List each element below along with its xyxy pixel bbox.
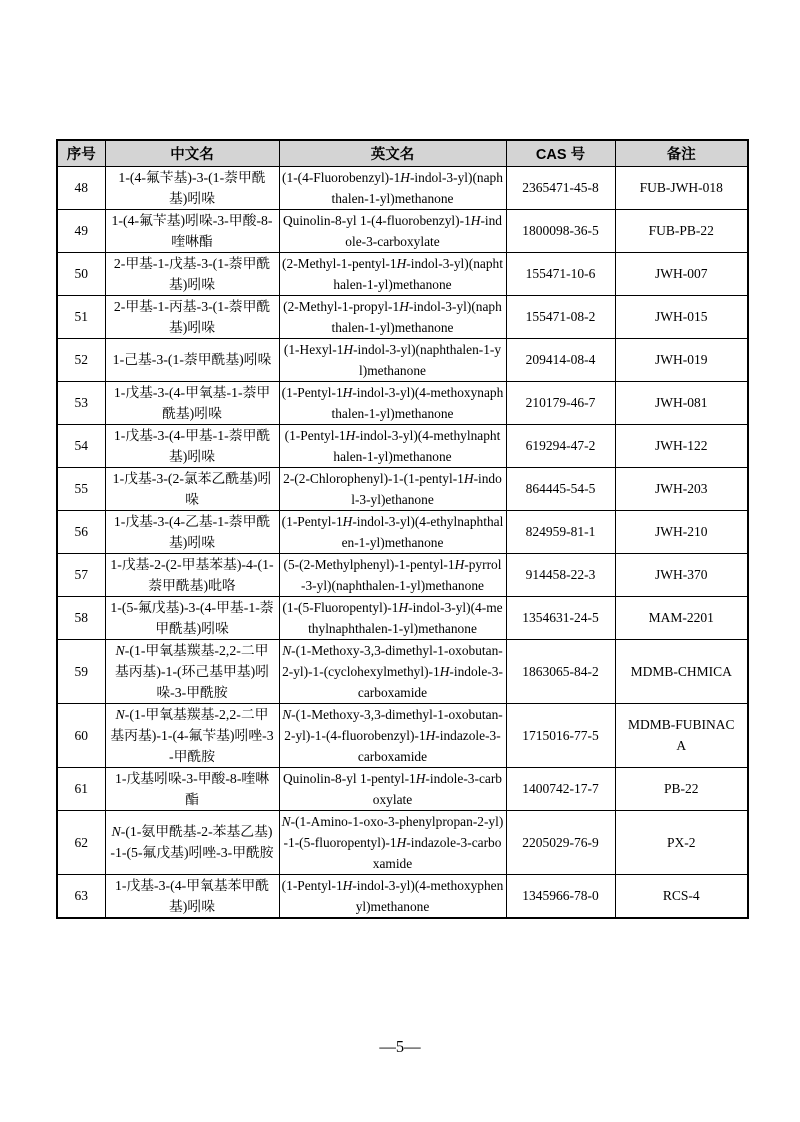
cell-english-name: Quinolin-8-yl 1-pentyl-1H-indole-3-carboxylate <box>279 767 506 810</box>
header-cas-number: CAS 号 <box>506 140 615 166</box>
cell-english-name: 2-(2-Chlorophenyl)-1-(1-pentyl-1H-indol-3-yl)ethanone <box>279 467 506 510</box>
cell-english-name: N-(1-Methoxy-3,3-dimethyl-1-oxobutan-2-yl)-1-(4-fluorobenzyl)-1H-indazole-3-carboxamide <box>279 703 506 767</box>
table-row <box>57 381 748 424</box>
cell-serial-number: 61 <box>57 767 105 810</box>
table-row <box>57 767 748 810</box>
cell-chinese-name: 1-(4-氟苄基)-3-(1-萘甲酰基)吲哚 <box>105 166 279 209</box>
cell-english-name: (1-Pentyl-1H-indol-3-yl)(4-methoxynaphthalen-1-yl)methanone <box>279 381 506 424</box>
cell-cas-number: 155471-08-2 <box>506 295 615 338</box>
cell-english-name: (5-(2-Methylphenyl)-1-pentyl-1H-pyrrol-3-yl)(naphthalen-1-yl)methanone <box>279 553 506 596</box>
cell-cas-number: 1800098-36-5 <box>506 209 615 252</box>
cell-serial-number: 62 <box>57 810 105 874</box>
cell-cas-number: 209414-08-4 <box>506 338 615 381</box>
cell-cas-number: 824959-81-1 <box>506 510 615 553</box>
cell-remark: RCS-4 <box>615 874 748 918</box>
table-row <box>57 209 748 252</box>
cell-remark: FUB-PB-22 <box>615 209 748 252</box>
table-body <box>57 166 748 918</box>
table-row <box>57 424 748 467</box>
cell-remark: MAM-2201 <box>615 596 748 639</box>
cell-remark: JWH-007 <box>615 252 748 295</box>
cell-serial-number: 55 <box>57 467 105 510</box>
cell-cas-number: 864445-54-5 <box>506 467 615 510</box>
cell-cas-number: 914458-22-3 <box>506 553 615 596</box>
cell-chinese-name: 1-戊基吲哚-3-甲酸-8-喹啉酯 <box>105 767 279 810</box>
cell-serial-number: 48 <box>57 166 105 209</box>
cell-remark: JWH-122 <box>615 424 748 467</box>
table-row <box>57 810 748 874</box>
cell-chinese-name: 1-戊基-3-(4-甲氧基苯甲酰基)吲哚 <box>105 874 279 918</box>
cell-english-name: (1-(4-Fluorobenzyl)-1H-indol-3-yl)(naphthalen-1-yl)methanone <box>279 166 506 209</box>
cell-cas-number: 155471-10-6 <box>506 252 615 295</box>
cell-remark: JWH-370 <box>615 553 748 596</box>
table-row <box>57 596 748 639</box>
table-row <box>57 252 748 295</box>
cell-cas-number: 2205029-76-9 <box>506 810 615 874</box>
cell-serial-number: 49 <box>57 209 105 252</box>
cell-remark: JWH-081 <box>615 381 748 424</box>
cell-cas-number: 2365471-45-8 <box>506 166 615 209</box>
header-english-name: 英文名 <box>279 140 506 166</box>
cell-remark: JWH-210 <box>615 510 748 553</box>
cell-english-name: (1-Hexyl-1H-indol-3-yl)(naphthalen-1-yl)methanone <box>279 338 506 381</box>
table-row <box>57 166 748 209</box>
cell-serial-number: 52 <box>57 338 105 381</box>
cell-serial-number: 50 <box>57 252 105 295</box>
table-row <box>57 295 748 338</box>
cell-english-name: N-(1-Methoxy-3,3-dimethyl-1-oxobutan-2-yl)-1-(cyclohexylmethyl)-1H-indole-3-carboxamide <box>279 639 506 703</box>
cell-chinese-name: 1-戊基-3-(4-乙基-1-萘甲酰基)吲哚 <box>105 510 279 553</box>
cell-cas-number: 210179-46-7 <box>506 381 615 424</box>
cell-remark: FUB-JWH-018 <box>615 166 748 209</box>
cell-serial-number: 56 <box>57 510 105 553</box>
cell-remark: PB-22 <box>615 767 748 810</box>
cell-english-name: Quinolin-8-yl 1-(4-fluorobenzyl)-1H-indole-3-carboxylate <box>279 209 506 252</box>
cell-cas-number: 1345966-78-0 <box>506 874 615 918</box>
cell-remark: JWH-019 <box>615 338 748 381</box>
header-serial-number: 序号 <box>57 140 105 166</box>
cell-chinese-name: 1-(4-氟苄基)吲哚-3-甲酸-8-喹啉酯 <box>105 209 279 252</box>
cell-remark: MDMB-FUBINACA <box>615 703 748 767</box>
cell-serial-number: 58 <box>57 596 105 639</box>
cell-english-name: (1-Pentyl-1H-indol-3-yl)(4-methoxyphenyl)methanone <box>279 874 506 918</box>
cell-serial-number: 57 <box>57 553 105 596</box>
cell-chinese-name: N-(1-甲氧基羰基-2,2-二甲基丙基)-1-(4-氟苄基)吲唑-3-甲酰胺 <box>105 703 279 767</box>
cell-cas-number: 1354631-24-5 <box>506 596 615 639</box>
table-row <box>57 338 748 381</box>
cell-chinese-name: 1-(5-氟戊基)-3-(4-甲基-1-萘甲酰基)吲哚 <box>105 596 279 639</box>
cell-chinese-name: 1-己基-3-(1-萘甲酰基)吲哚 <box>105 338 279 381</box>
table-row <box>57 639 748 703</box>
cell-serial-number: 54 <box>57 424 105 467</box>
cell-chinese-name: 1-戊基-3-(4-甲氧基-1-萘甲酰基)吲哚 <box>105 381 279 424</box>
cell-remark: JWH-203 <box>615 467 748 510</box>
table-row <box>57 874 748 918</box>
cell-remark: PX-2 <box>615 810 748 874</box>
cell-cas-number: 1400742-17-7 <box>506 767 615 810</box>
cell-chinese-name: 1-戊基-3-(2-氯苯乙酰基)吲哚 <box>105 467 279 510</box>
cell-english-name: (1-Pentyl-1H-indol-3-yl)(4-methylnaphthalen-1-yl)methanone <box>279 424 506 467</box>
cell-serial-number: 59 <box>57 639 105 703</box>
cell-english-name: (1-Pentyl-1H-indol-3-yl)(4-ethylnaphthalen-1-yl)methanone <box>279 510 506 553</box>
table-row <box>57 703 748 767</box>
controlled-substances-table <box>56 139 749 919</box>
cell-remark: JWH-015 <box>615 295 748 338</box>
table-header-row <box>57 140 748 166</box>
cell-cas-number: 1715016-77-5 <box>506 703 615 767</box>
cell-cas-number: 1863065-84-2 <box>506 639 615 703</box>
cell-cas-number: 619294-47-2 <box>506 424 615 467</box>
cell-english-name: (2-Methyl-1-pentyl-1H-indol-3-yl)(naphthalen-1-yl)methanone <box>279 252 506 295</box>
header-chinese-name: 中文名 <box>105 140 279 166</box>
table-row <box>57 553 748 596</box>
cell-serial-number: 51 <box>57 295 105 338</box>
cell-english-name: N-(1-Amino-1-oxo-3-phenylpropan-2-yl)-1-(5-fluoropentyl)-1H-indazole-3-carboxamide <box>279 810 506 874</box>
cell-chinese-name: N-(1-甲氧基羰基-2,2-二甲基丙基)-1-(环己基甲基)吲哚-3-甲酰胺 <box>105 639 279 703</box>
header-remark: 备注 <box>615 140 748 166</box>
table-row <box>57 510 748 553</box>
cell-serial-number: 53 <box>57 381 105 424</box>
cell-serial-number: 63 <box>57 874 105 918</box>
cell-chinese-name: 1-戊基-2-(2-甲基苯基)-4-(1-萘甲酰基)吡咯 <box>105 553 279 596</box>
cell-chinese-name: N-(1-氨甲酰基-2-苯基乙基)-1-(5-氟戊基)吲唑-3-甲酰胺 <box>105 810 279 874</box>
cell-chinese-name: 2-甲基-1-丙基-3-(1-萘甲酰基)吲哚 <box>105 295 279 338</box>
cell-remark: MDMB-CHMICA <box>615 639 748 703</box>
cell-chinese-name: 2-甲基-1-戊基-3-(1-萘甲酰基)吲哚 <box>105 252 279 295</box>
cell-chinese-name: 1-戊基-3-(4-甲基-1-萘甲酰基)吲哚 <box>105 424 279 467</box>
cell-serial-number: 60 <box>57 703 105 767</box>
cell-english-name: (1-(5-Fluoropentyl)-1H-indol-3-yl)(4-methylnaphthalen-1-yl)methanone <box>279 596 506 639</box>
table-row <box>57 467 748 510</box>
page-number: —5— <box>379 1037 421 1056</box>
cell-english-name: (2-Methyl-1-propyl-1H-indol-3-yl)(naphthalen-1-yl)methanone <box>279 295 506 338</box>
